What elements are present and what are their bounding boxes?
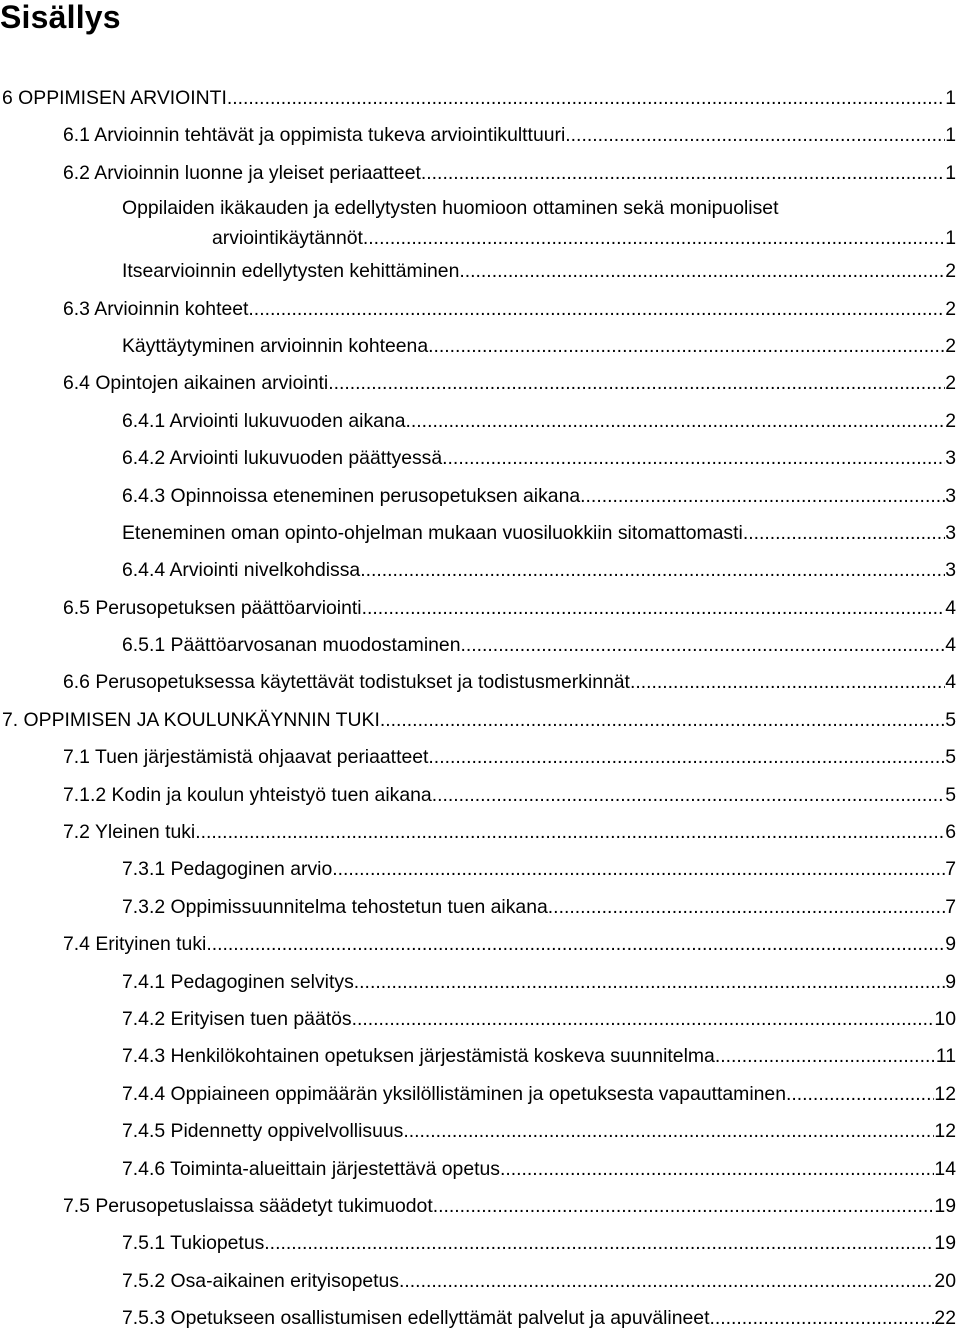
dot-leader (743, 515, 945, 552)
toc-entry[interactable] (0, 664, 960, 701)
toc-entry-page: 3 (945, 521, 956, 544)
dot-leader (460, 627, 945, 664)
toc-entry[interactable] (0, 1300, 960, 1337)
toc-entry-title: 7.4.6 Toiminta-alueittain järjestettävä opetus (122, 1157, 500, 1180)
dot-leader (548, 889, 945, 926)
toc-entry-title: 7.4.3 Henkilökohtainen opetuksen järjestämistä koskeva suunnitelma (122, 1045, 715, 1068)
toc-entry-page: 4 (945, 596, 956, 619)
toc-entry[interactable] (0, 1225, 960, 1262)
toc-entry[interactable] (0, 889, 960, 926)
toc-entry-page: 4 (945, 671, 956, 694)
toc-entry-page: 12 (934, 1120, 956, 1143)
toc-entry[interactable] (0, 365, 960, 402)
dot-leader (630, 664, 945, 701)
toc-entry[interactable] (0, 590, 960, 627)
toc-entry[interactable] (0, 515, 960, 552)
dot-leader (428, 739, 945, 776)
toc-entry-page: 10 (934, 1007, 956, 1030)
toc-entry-title: 7.4.4 Oppiaineen oppimäärän yksilöllistäminen ja opetuksesta vapauttaminen (122, 1082, 786, 1105)
dot-leader (248, 291, 945, 328)
dot-leader (362, 590, 946, 627)
dot-leader (406, 403, 946, 440)
toc-entry[interactable] (0, 702, 960, 739)
toc-entry-page: 3 (945, 447, 956, 470)
toc-entry[interactable] (0, 80, 960, 117)
toc-entry[interactable] (0, 155, 960, 192)
dot-leader (352, 1001, 935, 1038)
toc-entry-title: 6.1 Arvioinnin tehtävät ja oppimista tukeva arviointikulttuuri (63, 124, 566, 147)
toc-entry[interactable] (0, 777, 960, 814)
toc-entry[interactable] (0, 926, 960, 963)
dot-leader (403, 1113, 934, 1150)
toc-entry-continuation (122, 224, 956, 253)
toc-entry-page: 2 (945, 260, 956, 283)
toc-entry-page: 2 (945, 334, 956, 357)
toc-entry-page: 1 (945, 161, 956, 184)
dot-leader (332, 851, 945, 888)
toc-entry-page: 2 (945, 372, 956, 395)
toc-entry[interactable] (0, 1076, 960, 1113)
toc-entry-page: 12 (934, 1082, 956, 1105)
toc-entry-page: 5 (945, 708, 956, 731)
toc-entry-title: 6.2 Arvioinnin luonne ja yleiset periaatteet (63, 161, 421, 184)
toc-entry[interactable] (0, 478, 960, 515)
toc-entry-page: 19 (934, 1232, 956, 1255)
toc-entry-title: 6 OPPIMISEN ARVIOINTI (2, 87, 227, 109)
table-of-contents (0, 80, 960, 1338)
dot-leader (709, 1300, 934, 1337)
toc-entry-title: 7.4.1 Pedagoginen selvitys (122, 970, 354, 993)
toc-entry-page: 14 (934, 1157, 956, 1180)
toc-entry-title: 7.4.2 Erityisen tuen päätös (122, 1007, 352, 1030)
toc-entry-title: 7.3.2 Oppimissuunnitelma tehostetun tuen aikana (122, 895, 548, 918)
toc-entry-page: 9 (945, 970, 956, 993)
toc-entry-page: 22 (934, 1307, 956, 1330)
dot-leader (500, 1151, 934, 1188)
dot-leader (459, 253, 945, 290)
dot-leader (715, 1038, 936, 1075)
dot-leader (195, 814, 945, 851)
toc-entry-title: 6.6 Perusopetuksessa käytettävät todistukset ja todistusmerkinnät (63, 671, 630, 694)
toc-entry-title: Itsearvioinnin edellytysten kehittäminen (122, 260, 460, 283)
toc-entry[interactable] (0, 328, 960, 365)
dot-leader (432, 777, 946, 814)
toc-entry[interactable] (0, 1113, 960, 1150)
toc-entry-page: 7 (945, 895, 956, 918)
toc-entry[interactable] (0, 1038, 960, 1075)
toc-entry-page: 1 (945, 124, 956, 147)
toc-entry-page: 2 (945, 409, 956, 432)
dot-leader (433, 1188, 935, 1225)
toc-entry[interactable] (0, 1188, 960, 1225)
toc-entry-title: 6.5.1 Päättöarvosanan muodostaminen (122, 634, 461, 657)
toc-entry-title: 7.1.2 Kodin ja koulun yhteistyö tuen aikana (63, 783, 432, 806)
toc-entry[interactable] (0, 739, 960, 776)
toc-entry[interactable] (0, 291, 960, 328)
dot-leader (227, 80, 945, 117)
toc-entry-page: 20 (934, 1269, 956, 1292)
toc-entry[interactable] (0, 1001, 960, 1038)
dot-leader (380, 702, 945, 739)
toc-entry[interactable] (0, 1263, 960, 1300)
dot-leader (399, 1263, 934, 1300)
toc-entry[interactable] (0, 192, 960, 253)
dot-leader (354, 964, 945, 1001)
toc-entry-title: 6.3 Arvioinnin kohteet (63, 297, 249, 320)
toc-entry-page: 4 (945, 634, 956, 657)
toc-entry-title: 7.4 Erityinen tuki (63, 933, 207, 956)
toc-entry-title-continued: arviointikäytännöt (212, 227, 363, 250)
toc-entry-page: 6 (945, 821, 956, 844)
toc-entry-title: 7.5.2 Osa-aikainen erityisopetus (122, 1269, 400, 1292)
toc-entry-title: 6.4.1 Arviointi lukuvuoden aikana (122, 409, 406, 432)
dot-leader (360, 552, 945, 589)
toc-entry-page: 9 (945, 933, 956, 956)
toc-entry-page: 11 (935, 1045, 956, 1068)
toc-entry[interactable] (0, 851, 960, 888)
toc-entry-title: Oppilaiden ikäkauden ja edellytysten huomioon ottaminen sekä monipuoliset (122, 197, 779, 220)
toc-entry-title: 6.4.3 Opinnoissa eteneminen perusopetuksen aikana (122, 484, 581, 507)
toc-entry-title: 7.3.1 Pedagoginen arvio (122, 858, 333, 881)
page-title: Sisällys (0, 0, 121, 35)
toc-entry[interactable] (0, 117, 960, 154)
dot-leader (206, 926, 945, 963)
toc-entry[interactable] (0, 814, 960, 851)
toc-entry-title: 7.4.5 Pidennetty oppivelvollisuus (122, 1120, 404, 1143)
toc-entry[interactable] (0, 552, 960, 589)
toc-entry[interactable] (0, 253, 960, 290)
dot-leader (442, 440, 945, 477)
toc-entry-page: 3 (945, 559, 956, 582)
toc-entry-title: 7.2 Yleinen tuki (63, 821, 196, 844)
toc-entry[interactable] (0, 627, 960, 664)
toc-entry[interactable] (0, 964, 960, 1001)
toc-entry-title: 7.5.1 Tukiopetus (122, 1232, 265, 1255)
toc-entry-page: 7 (945, 858, 956, 881)
dot-leader (421, 155, 945, 192)
dot-leader (363, 224, 945, 253)
toc-entry-page: 19 (934, 1194, 956, 1217)
toc-entry-title: 6.5 Perusopetuksen päättöarviointi (63, 596, 362, 619)
toc-entry-title: 6.4 Opintojen aikainen arviointi (63, 372, 329, 395)
toc-entry-page: 5 (945, 783, 956, 806)
toc-entry-page: 1 (945, 227, 956, 250)
toc-entry-page: 5 (945, 746, 956, 769)
toc-entry-page: 3 (945, 484, 956, 507)
toc-entry-title: Käyttäytyminen arvioinnin kohteena (122, 334, 429, 357)
dot-leader (428, 328, 945, 365)
toc-entry-page: 1 (945, 87, 956, 109)
toc-entry[interactable] (0, 403, 960, 440)
toc-entry-page: 2 (945, 297, 956, 320)
toc-entry-title: 6.4.4 Arviointi nivelkohdissa (122, 559, 361, 582)
toc-entry-title: 7. OPPIMISEN JA KOULUNKÄYNNIN TUKI (2, 708, 380, 731)
dot-leader (580, 478, 945, 515)
toc-entry-title: Eteneminen oman opinto-ohjelman mukaan vuosiluokkiin sitomattomasti (122, 521, 743, 544)
toc-entry-title: 7.5.3 Opetukseen osallistumisen edellyttämät palvelut ja apuvälineet (122, 1307, 710, 1330)
dot-leader (786, 1076, 934, 1113)
toc-entry-title: 6.4.2 Arviointi lukuvuoden päättyessä (122, 447, 443, 470)
toc-entry-title: 7.1 Tuen järjestämistä ohjaavat periaatteet (63, 746, 429, 769)
dot-leader (328, 365, 945, 402)
toc-entry[interactable] (0, 440, 960, 477)
toc-entry-title: 7.5 Perusopetuslaissa säädetyt tukimuodot (63, 1194, 433, 1217)
dot-leader (264, 1225, 934, 1262)
toc-entry[interactable] (0, 1151, 960, 1188)
dot-leader (565, 117, 945, 154)
